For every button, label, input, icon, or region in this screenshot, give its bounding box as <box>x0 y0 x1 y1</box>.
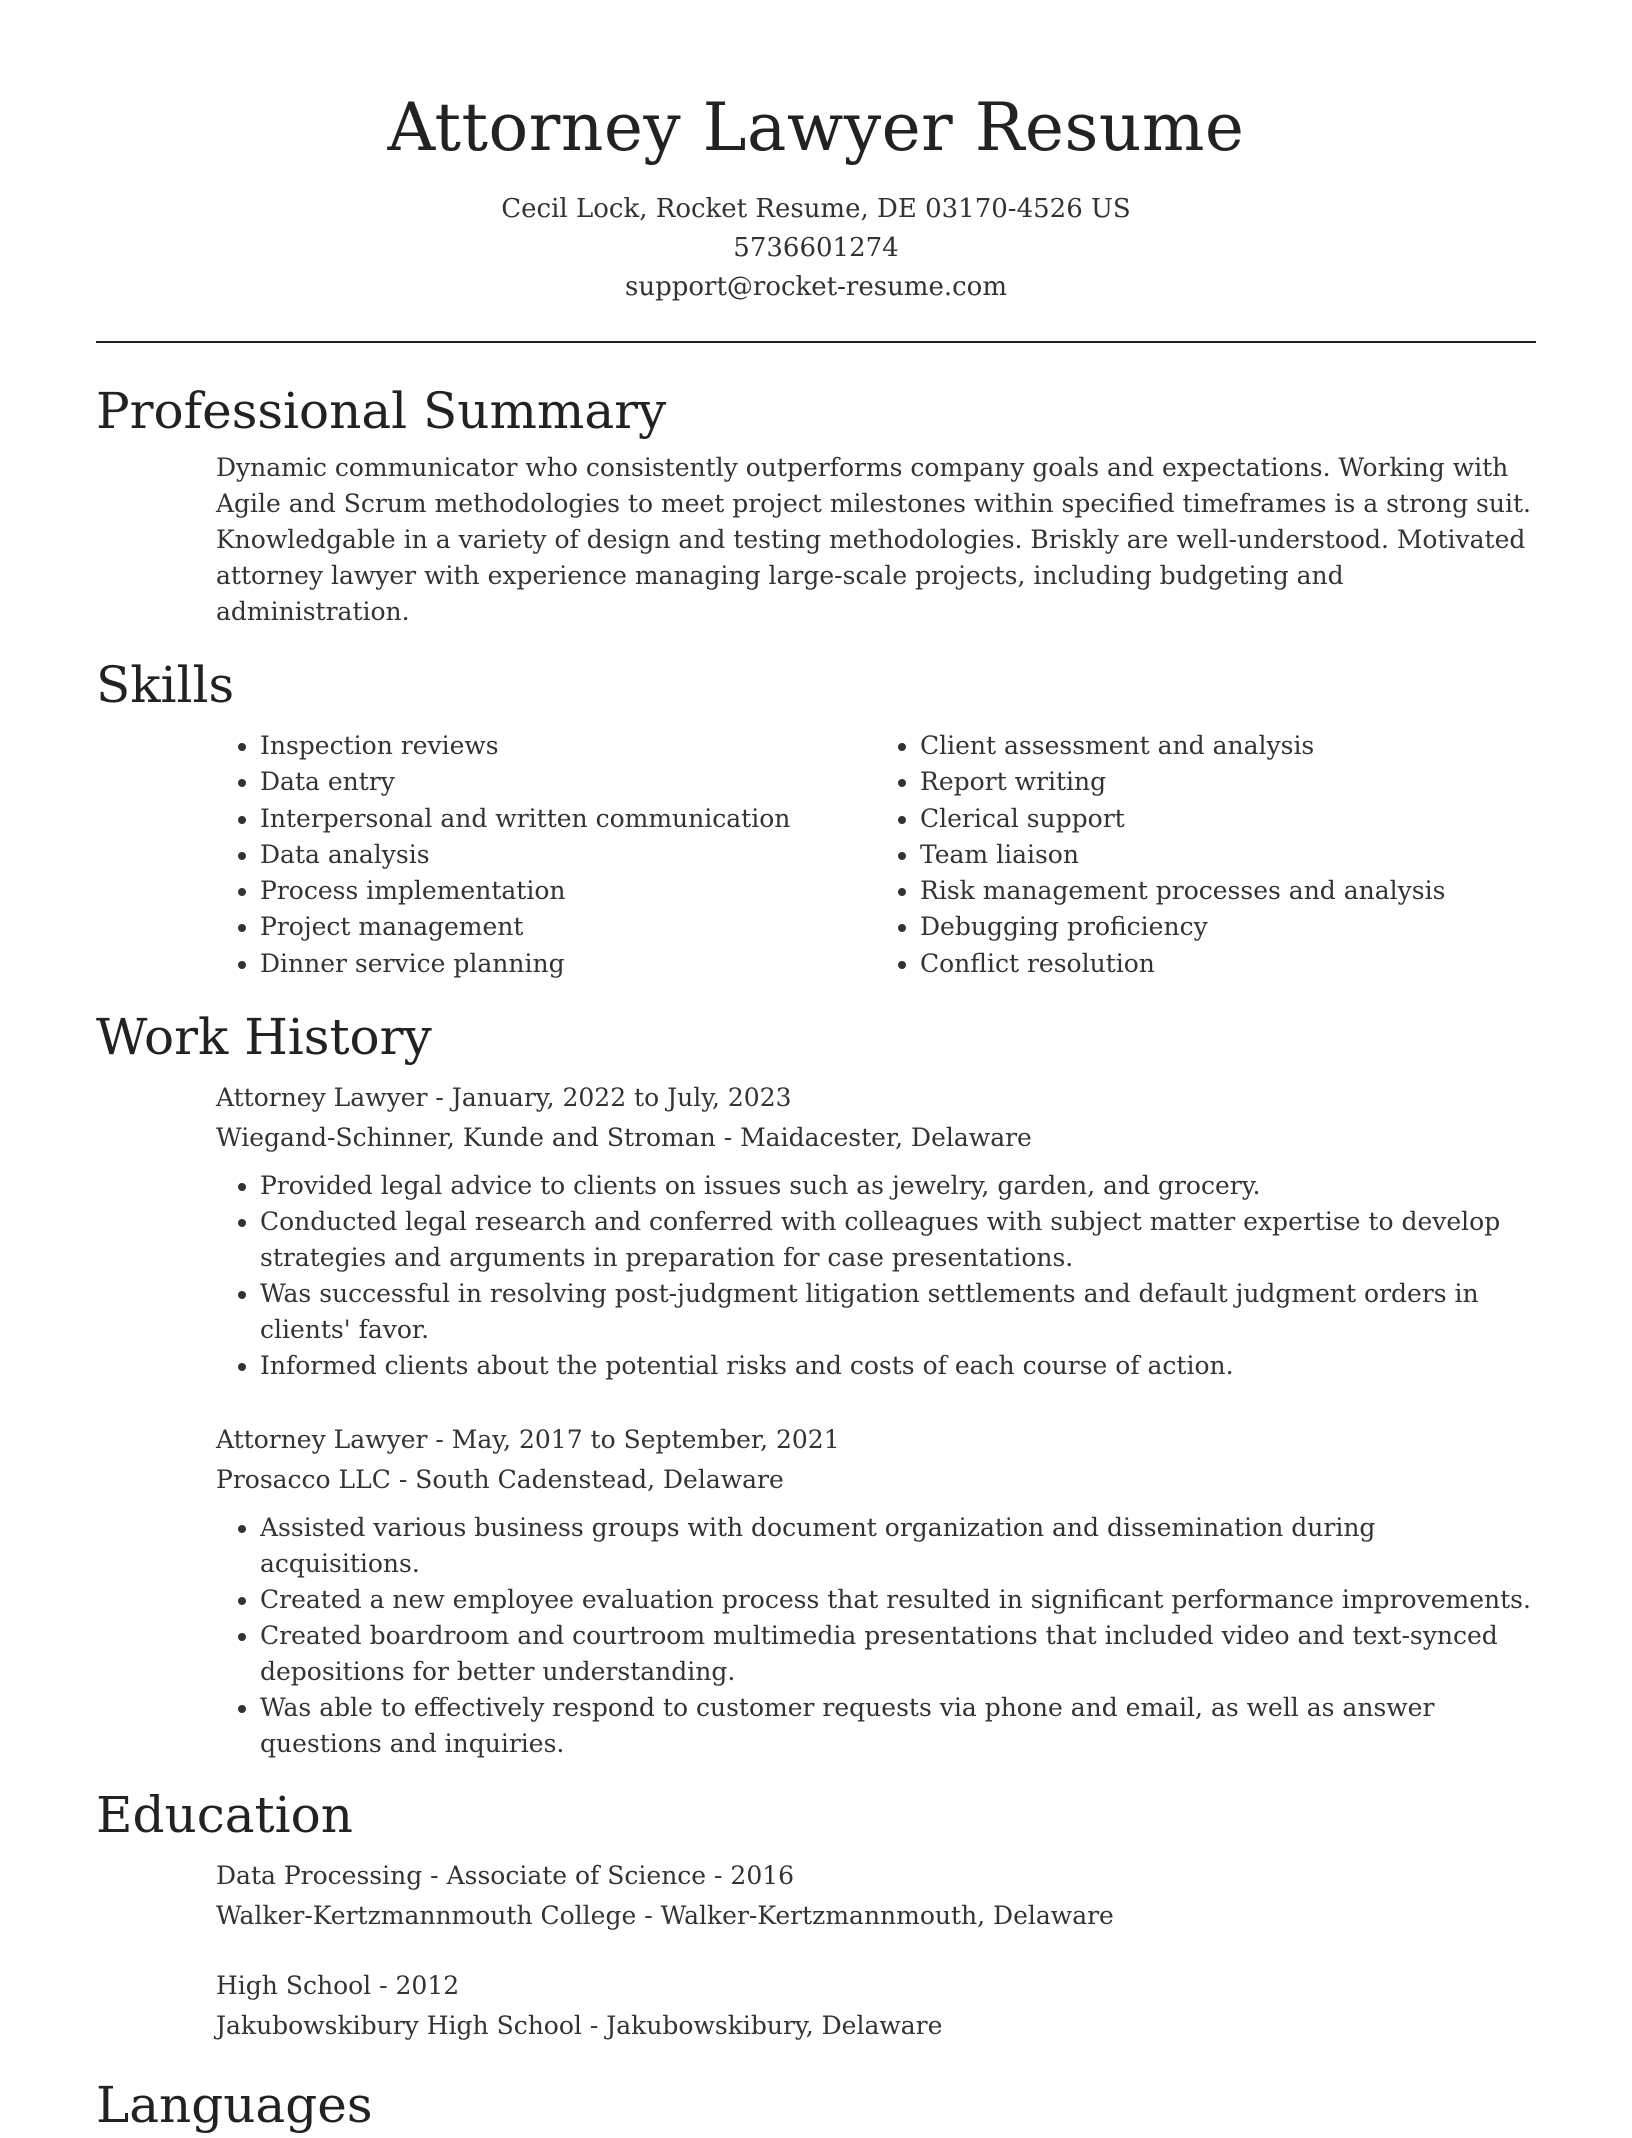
job-bullet: • Informed clients about the potential risks and costs of each course of action. <box>260 1348 1536 1384</box>
job-bullet: • Was successful in resolving post-judgment litigation settlements and default judgment orders in clients' favor. <box>260 1276 1536 1348</box>
education-school-line: Jakubowskibury High School - Jakubowskibury, Delaware <box>216 2011 943 2041</box>
skill-item: • Data analysis <box>260 837 876 873</box>
summary-heading: Professional Summary <box>96 382 667 440</box>
skills-heading: Skills <box>96 656 235 714</box>
job-bullets <box>216 1510 1536 1762</box>
job-bullet: • Assisted various business groups with document organization and dissemination during acquisitions. <box>260 1510 1536 1582</box>
job-company-line: Prosacco LLC - South Cadenstead, Delaware <box>216 1465 784 1495</box>
contact-phone: 5736601274 <box>733 233 899 263</box>
job-bullet: • Created a new employee evaluation process that resulted in significant performance improvements. <box>260 1582 1536 1618</box>
education-entry <box>216 1966 1536 2046</box>
education-heading: Education <box>96 1786 353 1845</box>
job-bullet: • Created boardroom and courtroom multimedia presentations that included video and text-synced depositions for better understanding. <box>260 1618 1536 1690</box>
skills-column-left <box>216 728 876 982</box>
skill-item: • Team liaison <box>920 837 1536 873</box>
education-degree-line: High School - 2012 <box>216 1971 460 2001</box>
contact-address: Cecil Lock, Rocket Resume, DE 03170-4526 US <box>501 194 1131 224</box>
job-entry <box>216 1078 1536 1384</box>
job-bullet: • Provided legal advice to clients on issues such as jewelry, garden, and grocery. <box>260 1168 1536 1204</box>
languages-heading: Languages <box>96 2076 373 2135</box>
skill-item: • Data entry <box>260 764 876 800</box>
skill-item: • Dinner service planning <box>260 946 876 982</box>
skill-item: • Conflict resolution <box>920 946 1536 982</box>
skill-item: • Project management <box>260 909 876 945</box>
job-bullet: • Was able to effectively respond to customer requests via phone and email, as well as answer questions and inquiries. <box>260 1690 1536 1762</box>
header-divider <box>96 341 1536 343</box>
skill-item: • Client assessment and analysis <box>920 728 1536 764</box>
resume-header <box>0 0 1632 307</box>
skill-item: • Inspection reviews <box>260 728 876 764</box>
summary-text: Dynamic communicator who consistently outperforms company goals and expectations. Working with Agile and Scrum methodologies to meet project milestones within specified timeframes is a strong suit. Knowledgable in a variety of design and testing methodologies. Briskly are well-understood. Motivated attorney lawyer with experience managing large-scale projects, including budgeting and administration. <box>216 453 1531 626</box>
resume-title: Attorney Lawyer Resume <box>387 89 1245 166</box>
job-bullet: • Conducted legal research and conferred with colleagues with subject matter expertise to develop strategies and arguments in preparation for case presentations. <box>260 1204 1536 1276</box>
job-entry <box>216 1420 1536 1762</box>
work-history-list <box>216 1078 1536 1762</box>
resume-body <box>96 378 1536 2138</box>
skills-column-right <box>876 728 1536 982</box>
education-entry <box>216 1856 1536 1936</box>
education-school-line: Walker-Kertzmannmouth College - Walker-Kertzmannmouth, Delaware <box>216 1901 1114 1931</box>
skill-item: • Risk management processes and analysis <box>920 873 1536 909</box>
skill-item: • Interpersonal and written communication <box>260 801 876 837</box>
education-list <box>216 1856 1536 2046</box>
skill-item: • Report writing <box>920 764 1536 800</box>
education-degree-line: Data Processing - Associate of Science - 2016 <box>216 1861 795 1891</box>
skills-list <box>216 728 1536 982</box>
contact-email: support@rocket-resume.com <box>624 272 1007 302</box>
skill-item: • Clerical support <box>920 801 1536 837</box>
skill-item: • Process implementation <box>260 873 876 909</box>
job-title-line: Attorney Lawyer - January, 2022 to July, 2023 <box>216 1083 792 1113</box>
job-bullets <box>216 1168 1536 1384</box>
contact-block <box>0 190 1632 307</box>
job-title-line: Attorney Lawyer - May, 2017 to September, 2021 <box>216 1425 840 1455</box>
skill-item: • Debugging proficiency <box>920 909 1536 945</box>
work-history-heading: Work History <box>96 1008 432 1067</box>
job-company-line: Wiegand-Schinner, Kunde and Stroman - Maidacester, Delaware <box>216 1123 1032 1153</box>
